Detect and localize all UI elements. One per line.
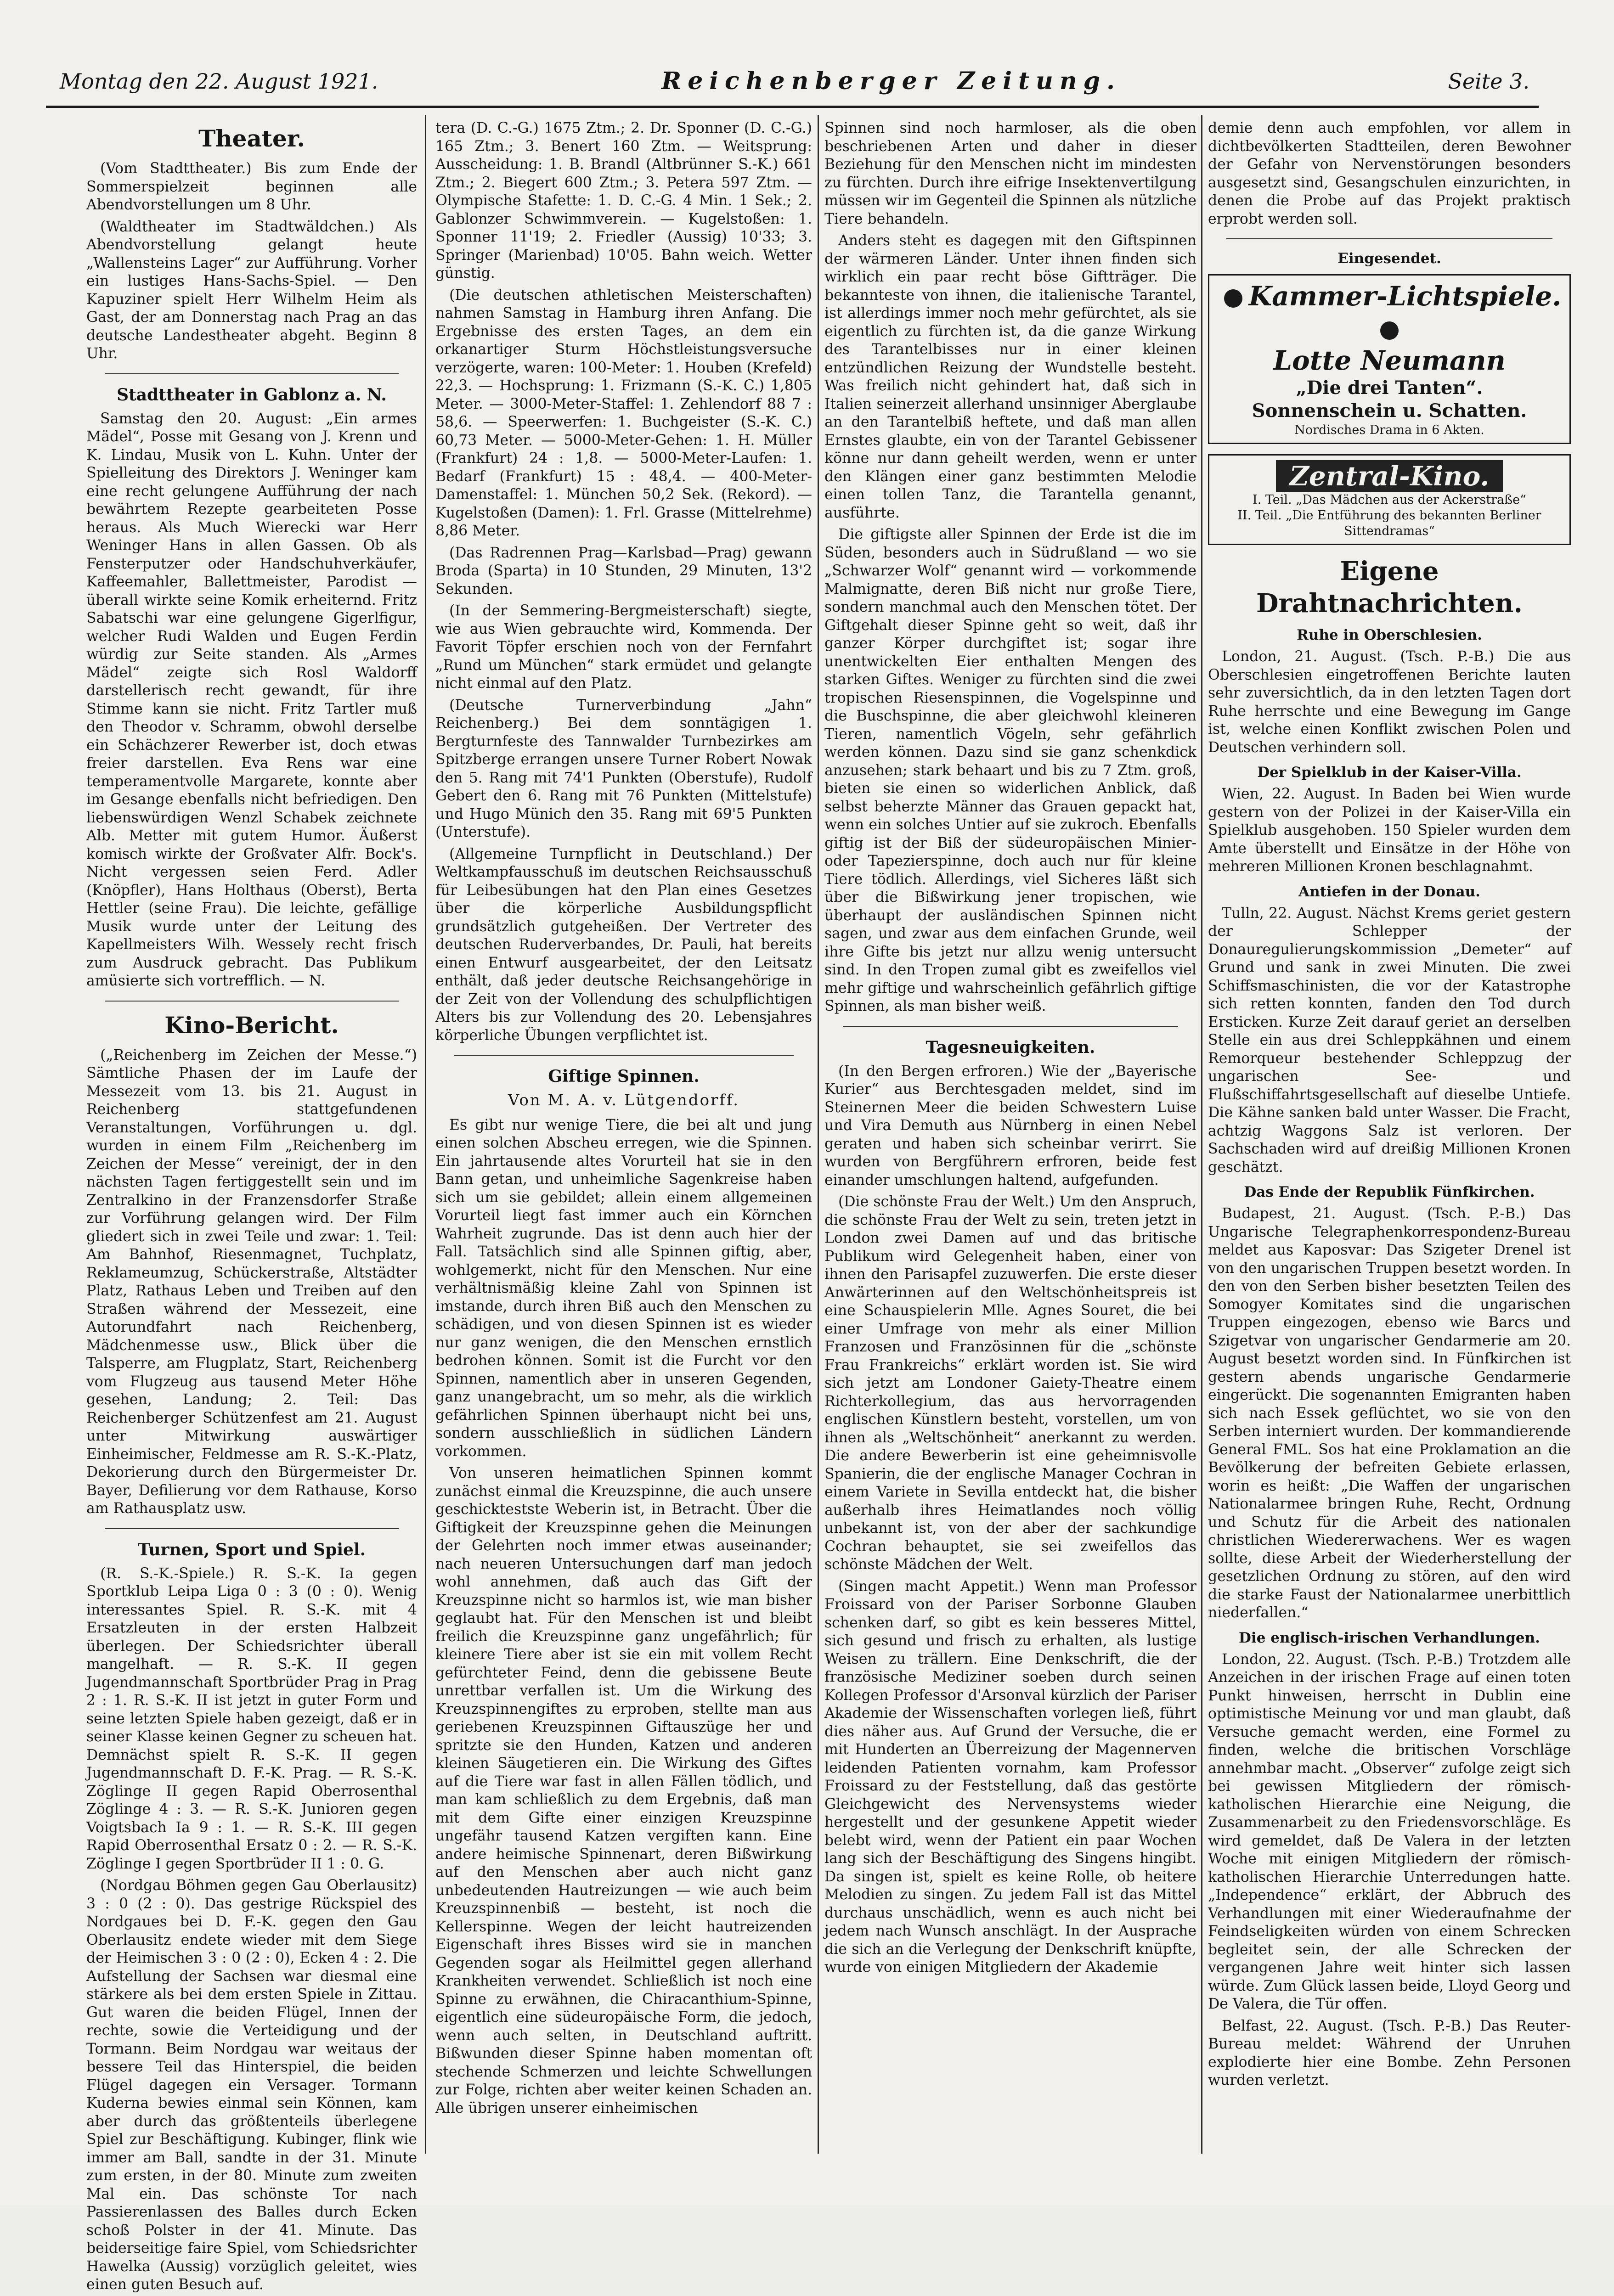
divider [843,1026,1178,1027]
page-number: Seite 3. [1448,69,1529,94]
column-1 [86,119,417,2293]
article-paragraph: tera (D. C.-G.) 1675 Ztm.; 2. Dr. Sponner (D. C.-G.) 165 Ztm.; 3. Benert 160 Ztm. — Weitsprung: Ausscheidung: 1. B. Brandl (Altbrünner S.-K.) 661 Ztm.; 2. Biegert 600 Ztm.; 3. Petera 597 Ztm. — Olympische Stafette: 1. D. C.-G. 4 Min. 1 Sek.; 2. Gablonzer Schwimmverein. — Kugelstoßen: 1. Sponner 11'19; 2. Friedler (Aussig) 10'33; 3. Springer (Marienbad) 10'05. Bahn weich. Wetter günstig. [435,120,812,281]
column-2 [435,119,812,2149]
article-paragraph: (R. S.-K.-Spiele.) R. S.-K. Ia gegen Sportklub Leipa Liga 0 : 3 (0 : 0). Wenig interessantes Spiel. R. S.-K. mit 4 Ersatzleuten in der ersten Halbzeit überlegen. Der Schiedsrichter überall mangelhaft. — R. S.-K. II gegen Jugendmannschaft Sportbrüder Prag in Prag 2 : 1. R. S.-K. II ist jetzt in guter Form und seine letzten Spiele haben gezeigt, daß er in seiner Klasse keinen Gegner zu scheuen hat. Demnächst spielt R. S.-K. II gegen Jugendmannschaft D. F.-K. Prag. — R. S.-K. Zöglinge II gegen Rapid Oberrosenthal Zöglinge 4 : 3. — R. S.-K. Junioren gegen Voigtsbach Ia 9 : 1. — R. S.-K. III gegen Rapid Oberrosenthal Ersatz 0 : 2. — R. S.-K. Zöglinge I gegen Sportbrüder II 1 : 0. G. [86,1565,417,1872]
ad-film-subtitle: Sonnenschein u. Schatten. [1252,400,1527,422]
news-headline: Antiefen in der Donau. [1298,883,1480,900]
article-paragraph: Tulln, 22. August. Nächst Krems geriet gestern der Schlepper der Donauregulierungskommission „Demeter“ auf Grund und sank in zwei Minuten. Die zwei Schiffsmaschinisten, die vor der Katastrophe sich retten konnten, fanden den Tod durch Ersticken. Kurze Zeit darauf geriet an derselben Stelle ein aus drei Schleppkähnen und einem Remorqueur bestehender Schleppzug der ungarischen See- und Flußschiffahrtsgesellschaft auf dieselbe Untiefe. Die Kähne sanken bald unter Wasser. Die Fracht, achtzig Waggons Salz ist verloren. Der Sachschaden wird auf dreißig Millionen Kronen geschätzt. [1208,905,1571,1176]
article-paragraph: Die giftigste aller Spinnen der Erde ist die im Süden, besonders auch in Südrußland — wo sie „Schwarzer Wolf“ genannt wird — vorkommende Malmignatte, deren Biß nicht nur große Tiere, sondern manchmal auch den Menschen tötet. Der Giftgehalt dieser Spinne geht so weit, daß ihr ganzer Körper durchgiftet ist; sogar ihre unentwickelten Eier enthalten Mengen des starken Giftes. Weniger zu fürchten sind die zwei tropischen Riesenspinnen, die Vogelspinne und die Buschspinne, die aber gleichwohl kleineren Tieren, namentlich Vögeln, sehr gefährlich werden können. Dazu sind sie ganz schenkdick anzusehen; stark behaart und bis zu 7 Ztm. groß, bieten sie einen so widerlichen Anblick, daß selbst beherzte Männer das Grauen gepackt hat, wenn ein solches Untier auf sie zukroch. Ebenfalls giftig ist der Biß der südeuropäischen Minier- oder Tapezierspinne, doch auch nur für kleine Tiere tödlich. Allerdings, viel Sicheres läßt sich über die Bißwirkung jener tropischen, wie überhaupt der ausländischen Spinnen nicht sagen, und zwar aus dem einfachen Grunde, weil ihre Gifte bis jetzt nur allzu wenig untersucht sind. In den Tropen zumal gibt es zweifellos viel mehr giftige und wahrscheinlich gefährlich giftige Spinnen, als man bisher weiß. [824,526,1196,1014]
news-headline: Ruhe in Oberschlesien. [1297,627,1482,643]
header-date: Montag den 22. August 1921. [60,69,378,94]
advertisement-kammer-lichtspiele [1208,274,1571,444]
article-paragraph: demie denn auch empfohlen, vor allem in dichtbevölkerten Stadtteilen, deren Bewohner der Gefahr von Nervenstörungen besonders ausgesetzt sind, Gesangschulen einzurichten, in denen die Probe auf das Projekt praktisch erprobt werden soll. [1208,120,1571,227]
article-paragraph: (Nordgau Böhmen gegen Gau Oberlausitz) 3 : 0 (2 : 0). Das gestrige Rückspiel des Nordgaues bei D. F.-K. gegen den Gau Oberlausitz endete wieder mit dem Siege der Heimischen 3 : 0 (2 : 0), Ecken 4 : 2. Die Aufstellung der Sachsen war diesmal eine stärkere als bei dem ersten Spiele in Zittau. Gut waren die beiden Flügel, Innen der rechte, sowie die Verteidigung und der Tormann. Beim Nordgau war weitaus der bessere Teil das Hinterspiel, die beiden Flügel dagegen ein Versager. Tormann Kuderna bewies einmal sein Können, kam aber durch das größtenteils überlegene Spiel zur Beschäftigung. Kubinger, flink wie immer am Ball, sandte in der 31. Minute zum ersten, in der 80. Minute zum zweiten Mal ein. Das schönste Tor nach Passierenlassen des Balles durch Ecken schoß Polster in der 41. Minute. Das beiderseitige faire Spiel, vom Schiedsrichter Hawelka (Aussig) vorzüglich geleitet, wies einen guten Besuch auf. [86,1877,417,2293]
article-paragraph: Anders steht es dagegen mit den Giftspinnen der wärmeren Länder. Unter ihnen finden sich wirklich ein paar recht böse Giftträger. Die bekannteste von ihnen, die italienische Tarantel, ist allerdings immer noch mehr gefürchtet, als sie eigentlich zu fürchten ist, da die ganze Wirkung des Tarantelbisses nur in einer kleinen entzündlichen Reizung der Wundstelle besteht. Was freilich nicht gehindert hat, daß sich in Italien seinerzeit allerhand unsinniger Aberglaube an den Tarantelbiß heftete, und daß man allen Ernstes glaubte, ein von der Tarantel Gebissener könne nur dann geheilt werden, wenn er unter den Klängen einer ganz bestimmten Melodie einen tollen Tanz, die Tarantella genannt, ausführte. [824,232,1196,521]
article-paragraph: London, 21. August. (Tsch. P.-B.) Die aus Oberschlesien eingetroffenen Berichte lauten sehr zuversichtlich, da in den letzten Tagen dort Ruhe herrschte und eine Bewegung im Gange ist, welche einen Konflikt zwischen Polen und Deutschen verhindern soll. [1208,648,1571,756]
article-paragraph: (In der Semmering-Bergmeisterschaft) siegte, wie aus Wien gebrauchte wird, Kommenda. Der Favorit Töpfer erschien noch von der Fernfahrt „Rund um München“ stark ermüdet und gelangte nicht einmal auf den Platz. [435,602,812,692]
article-paragraph: (Die schönste Frau der Welt.) Um den Anspruch, die schönste Frau der Welt zu sein, treten jetzt in London zwei Damen auf und das britische Publikum wird Gelegenheit haben, einer von ihnen den Parisapfel zuzuwerfen. Die erste dieser Anwärterinnen auf den Weltschönheitspreis ist eine Schauspielerin Mlle. Agnes Souret, die bei einer Umfrage von mehr als einer Million Franzosen und Französinnen für die „schönste Frau Frankreichs“ erklärt worden ist. Sie wird sich jetzt am Londoner Gaiety-Theatre einem Richterkollegium, das aus hervorragenden englischen Künstlern besteht, vorstellen, um von ihnen als „Weltschönheit“ anerkannt zu werden. Die andere Bewerberin ist eine geheimnisvolle Spanierin, die der englische Manager Cochran in einem Variete in Sevilla entdeckt hat, die bisher außerhalb ihres Heimatlandes noch völlig unbekannt ist, von der aber der sachkundige Cochran behauptet, sie sei zweifellos das schönste Mädchen der Welt. [824,1193,1196,1573]
news-headline: Das Ende der Republik Fünfkirchen. [1244,1184,1535,1200]
news-headline: Die englisch-irischen Verhandlungen. [1239,1629,1540,1646]
advertisement-zentral-kino [1208,454,1571,545]
column-rule [1201,115,1202,2154]
article-paragraph: (Die deutschen athletischen Meisterschaften) nahmen Samstag in Hamburg ihren Anfang. Die Ergebnisse des ersten Tages, an dem ein orkanartiger Sturm Höchstleistungsversuche verzögerte, waren: 100-Meter: 1. Houben (Krefeld) 22,3. — Hochsprung: 1. Frizmann (S.-K. C.) 1,805 Meter. — 3000-Meter-Staffel: 1. Zehlendorf 88 7 : 58,6. — Speerwerfen: 1. Buchgeister (S.-K. C.) 60,73 Meter. — 5000-Meter-Gehen: 1. H. Müller (Frankfurt) 24 : 1,8. — 5000-Meter-Laufen: 1. Bedarf (Frankfurt) 15 : 48,4. — 400-Meter-Damenstaffel: 1. München 50,2 Sek. (Rekord). — Kugelstoßen (Damen): 1. Frl. Grasse (Mittelrehme) 8,86 Meter. [435,287,812,539]
bullet-icon [1380,321,1399,340]
article-paragraph: (Vom Stadttheater.) Bis zum Ende der Sommerspielzeit beginnen alle Abendvorstellungen um 8 Uhr. [86,160,417,213]
article-paragraph: Belfast, 22. August. (Tsch. P.-B.) Das Reuter-Bureau meldet: Während der Unruhen explodierte hier eine Bombe. Zehn Personen wurden verletzt. [1208,2017,1571,2088]
divider [105,1528,399,1529]
article-paragraph: London, 22. August. (Tsch. P.-B.) Trotzdem alle Anzeichen in der irischen Frage auf einen toten Punkt hinweisen, herrscht in Dublin eine optimistische Meinung vor und man glaubt, daß Versuche gemacht werden, eine Formel zu finden, welche die britischen Vorschläge annehmbar macht. „Observer“ zufolge zeigt sich bei gewissen Mitgliedern der römisch-katholischen Hierarchie eine Neigung, die Zusammenarbeit zu den Friedensvorschläge. Es wird gemeldet, daß De Valera in der letzten Woche mit einigen Mitgliedern der römisch-katholischen Hierarchie Unterredungen hatte. „Independence“ erklärt, der Abbruch des Verhandlungen mit einer Wiederaufnahme der Feindseligkeiten würden von einem Schrecken begleitet sein, der alle Schrecken der vergangenen Jahre weit hinter sich lassen würde. Zum Glück lassen beide, Lloyd Georg und De Valera, die Tür offen. [1208,1651,1571,2012]
ad-program-line: I. Teil. „Das Mädchen aus der Ackerstraße“ [1253,493,1526,507]
column-rule [818,115,819,2154]
section-title-tagesneuigkeiten: Tagesneuigkeiten. [926,1037,1095,1057]
article-paragraph: Budapest, 21. August. (Tsch. P.-B.) Das Ungarische Telegraphenkorrespondenz-Bureau meldet aus Kaposvar: Das Szigeter Drenel ist von den ungarischen Truppen besetzt worden. In den von den Serben bisher besetzten Teilen des Somogyer Komitates sind die ungarischen Truppen eingezogen, ebenso wie Barcs und Szigetvar von ungarischer Gendarmerie am 20. August besetzt worden sind. In Fünfkirchen ist gestern abends ungarische Gendarmerie eingerückt. Die sogenannten Emigranten haben sich nach Essek geflüchtet, wo sie von den Serben interniert wurden. Der kommandierende General FML. Sos hat eine Proklamation an die Bevölkerung der befreiten Gebiete erlassen, worin es heißt: „Die Waffen der ungarischen Nationalarmee bringen Ruhe, Recht, Ordnung und Schutz für die Arbeit des nationalen christlichen Wiedererwachens. Wer es wagen sollte, diese Arbeit der Wiederherstellung der gesetzlichen Ordnung zu stören, auf den wird die starke Faust der Nationalarmee unerbittlich niederfallen.“ [1208,1205,1571,1621]
article-byline: Von M. A. v. Lütgendorff. [508,1091,740,1109]
news-headline: Der Spielklub in der Kaiser-Villa. [1257,764,1522,781]
column-4 [1208,119,1571,2149]
section-title-theater: Theater. [198,125,305,152]
ad-cinema-name: Kammer-Lichtspiele. [1248,281,1562,312]
section-title-gablonz: Stadttheater in Gablonz a. N. [117,385,387,405]
ad-film-note: Nordisches Drama in 6 Akten. [1294,423,1484,437]
page-header [46,64,1539,108]
section-title-sport: Turnen, Sport und Spiel. [137,1540,366,1559]
article-paragraph: (Deutsche Turnerverbindung „Jahn“ Reichenberg.) Bei dem sonntägigen 1. Bergturnfeste des Tannwalder Turnbezirkes am Spitzberge errangen unsere Turner Robert Nowak den 5. Rang mit 74'1 Punkten (Oberstufe), Rudolf Gebert den 6. Rang mit 76 Punkten (Mittelstufe) und Hugo Münich den 35. Rang mit 69'5 Punkten (Unterstufe). [435,697,812,840]
section-title-eingesendet: Eingesendet. [1337,250,1441,267]
ad-program-line: II. Teil. „Die Entführung des bekannten Berliner Sittendramas“ [1237,508,1541,538]
article-paragraph: („Reichenberg im Zeichen der Messe.“) Sämtliche Phasen der im Laufe der Messezeit vom 13. bis 21. August in Reichenberg stattgefundenen Veranstaltungen, Vorführungen u. dgl. wurden in einem Film „Reichenberg im Zeichen der Messe“ vereinigt, der in den nächsten Tagen fertiggestellt sein und im Zentralkino in der Franzensdorfer Straße zur Vorführung gelangen wird. Der Film gliedert sich in zwei Teile und zwar: 1. Teil: Am Bahnhof, Riesenmagnet, Tuchplatz, Reklameumzug, Schückerstraße, Altstädter Platz, Rathaus Leben und Treiben auf den Straßen während der Messezeit, eine Autorundfahrt nach Reichenberg, Mädchenmesse usw., Blick über die Talsperre, am Flugplatz, Start, Reichenberg vom Flugzeug aus tausend Meter Höhe gesehen, Landung; 2. Teil: Das Reichenberger Schützenfest am 21. August unter Mitwirkung auswärtiger Einheimischer, Feldmesse am R. S.-K.-Platz, Dekorierung durch den Bürgermeister Dr. Bayer, Defilierung vor dem Rathause, Korso am Rathausplatz usw. [86,1047,417,1517]
ad-star-name: Lotte Neumann [1273,345,1506,376]
divider [1226,238,1552,239]
article-title-spinnen: Giftige Spinnen. [548,1067,700,1086]
article-paragraph: Wien, 22. August. In Baden bei Wien wurde gestern von der Polizei in der Kaiser-Villa ein Spielklub ausgehoben. 150 Spieler wurden dem Amte überstellt und Einsätze in der Höhe von mehreren Millionen Kronen beschlagnahmt. [1208,786,1571,875]
article-paragraph: (Waldtheater im Stadtwäldchen.) Als Abendvorstellung gelangt heute „Wallensteins Lager“ zur Aufführung. Vorher ein lustiges Hans-Sachs-Spiel. — Den Kapuziner spielt Herr Wilhelm Heim als Gast, der am Donnerstag nach Prag an das deutsche Landestheater abgeht. Beginn 8 Uhr. [86,218,417,362]
column-3 [824,119,1196,2149]
divider [454,1055,794,1056]
article-paragraph: Es gibt nur wenige Tiere, die bei alt und jung einen solchen Abscheu erregen, wie die Spinnen. Ein jahrtausende altes Vorurteil hat sie in den Bann getan, und unheimliche Sagenkreise haben sich um sie gebildet; allein einem allgemeinen Vorurteil liegt fast immer auch ein Körnchen Wahrheit zugrunde. Das ist denn auch hier der Fall. Tatsächlich sind alle Spinnen giftig, aber, wohlgemerkt, nicht für den Menschen. Nur eine verhältnismäßig kleine Zahl von Spinnen ist imstande, durch ihren Biß auch den Menschen zu schädigen, und von diesen Spinnen ist es wieder nur ganz wenigen, die den Menschen ernstlich bedrohen können. Somit ist die Furcht vor den Spinnen, namentlich aber in unseren Gegenden, ganz unangebracht, um so mehr, als die wirklich gefährlichen Spinnen überhaupt nicht bei uns, sondern ausschließlich in südlichen Ländern vorkommen. [435,1116,812,1460]
ad-film-title: „Die drei Tanten“. [1296,377,1483,399]
newspaper-title: Reichenberger Zeitung. [661,67,1122,95]
article-paragraph: (Singen macht Appetit.) Wenn man Professor Froissard von der Pariser Sorbonne Glauben schenken darf, so gibt es kein besseres Mittel, sich gesund und frisch zu erhalten, als lustige Weisen zu trällern. Eine Denkschrift, die der französische Mediziner soeben durch seinen Kollegen Professor d'Arsonval kürzlich der Pariser Akademie der Wissenschaften vorlegen ließ, führt dies näher aus. Auf Grund der Versuche, die er mit Hunderten an Überreizung der Magennerven leidenden Patienten vornahm, kam Professor Froissard zu der Feststellung, daß das gestörte Gleichgewicht des Nervensystems wieder hergestellt und der gesunkene Appetit wieder belebt wird, wenn der Patient ein paar Wochen lang sich der Beschäftigung des Singens hingibt. Da singen ist, spielt es keine Rolle, ob heitere Melodien zu singen. Zu jedem Fall ist das Mittel durchaus unschädlich, wenn es auch nicht bei jedem nach Wunsch anschlägt. In der Ausprache die sich an die Verlegung der Denkschrift knüpfte, wurde von einigen Mitgliedern der Akademie [824,1578,1196,1975]
article-paragraph: Spinnen sind noch harmloser, als die oben beschriebenen Arten und daher in dieser Beziehung für den Menschen nicht im mindesten zu fürchten. Durch ihre eifrige Insektenvertilgung müssen wir im Gegenteil die Spinnen als nützliche Tiere behandeln. [824,120,1196,227]
article-paragraph: (Allgemeine Turnpflicht in Deutschland.) Der Weltkampfausschuß im deutschen Reichsausschuß für Leibesübungen hat den Plan eines Gesetzes über die körperliche Ausbildungspflicht grundsätzlich gutgeheißen. Der Vertreter des deutschen Ruderverbandes, Dr. Pauli, hat bereits einen Entwurf ausgearbeitet, der den Leitsatz enthält, daß jeder deutsche Reichsangehörige in der Zeit von der Vollendung des schulpflichtigen Alters bis zur Vollendung des 20. Lebensjahres körperliche Übungen verpflichtet ist. [435,845,812,1044]
section-title-drahtnachrichten: Eigene Drahtnachrichten. [1256,556,1523,619]
article-paragraph: (In den Bergen erfroren.) Wie der „Bayerische Kurier“ aus Berchtesgaden meldet, sind im Steinernen Meer die beiden Schwestern Luise und Vira Demuth aus Nürnberg in einen Nebel geraten und haben sich scheinbar verirrt. Sie wurden von Bergführern erfroren, beide fest einander umschlungen haltend, aufgefunden. [824,1063,1196,1188]
divider [105,1001,399,1002]
section-title-kino: Kino-Bericht. [164,1011,339,1039]
article-paragraph: (Das Radrennen Prag—Karlsbad—Prag) gewann Broda (Sparta) in 10 Stunden, 29 Minuten, 13'2 Sekunden. [435,544,812,597]
article-paragraph: Samstag den 20. August: „Ein armes Mädel“, Posse mit Gesang von J. Krenn und K. Lindau, Musik von L. Kuhn. Unter der Spielleitung des Direktors J. Weninger kam eine recht gelungene Aufführung der nach bewährtem Rezepte gearbeiteten Posse heraus. Als Much Wierecki war Herr Weninger Hans in allen Gassen. Ob als Fensterputzer oder Handschuhverkäufer, Kaffeemahler, Ballettmeister, Parodist — überall wirkte seine Komik erheiternd. Fritz Sabatschi war eine gelungene Gigerlfigur, welcher Rudi Walden und Eugen Ferdin würdig zur Seite standen. Als „Armes Mädel“ zeigte sich Rosl Waldorff darstellerisch recht gewandt, für ihre Stimme kann sie nicht. Fritz Tartler muß den Theodor v. Schramm, obwohl derselbe ein Schächzerer Rewerber ist, doch etwas freier darstellen. Eva Rens war eine temperamentvolle Margarete, konnte aber im Gesange ebenfalls nicht befriedigen. Den liebenswürdigen Wenzl Schabek zeichnete Alb. Metter mit gutem Humor. Äußerst komisch wirkte der Großvater Alfr. Bock's. Nicht vergessen seien Ferd. Adler (Knöpfler), Hans Holthaus (Oberst), Berta Hettler (seine Frau). Die leichte, gefällige Musik wurde unter der Leitung des Kapellmeisters Wilh. Wessely recht frisch zum Ausdruck gebracht. Das Publikum amüsierte sich vortrefflich. — N. [86,410,417,989]
bullet-icon [1224,289,1242,308]
article-paragraph: Von unseren heimatlichen Spinnen kommt zunächst einmal die Kreuzspinne, die auch unsere geschicktestste Weberin ist, in Betracht. Über die Giftigkeit der Kreuzspinne gehen die Meinungen der Gelehrten noch immer etwas auseinander; nach neueren Untersuchungen darf man jedoch wohl annehmen, daß auch das Gift der Kreuzspinne nicht so harmlos ist, wie man bisher geglaubt hat. Für den Menschen ist und bleibt freilich die Kreuzspinne ganz ungefährlich; für kleinere Tiere aber ist sie ein mit vollem Recht gefürchteter Feind, denn die gebissene Beute unrettbar verfallen ist. Um die Wirkung des Kreuzspinnengiftes zu erproben, stellte man aus geriebenen Kreuzspinnen Giftauszüge her und spritzte sie den Hunden, Katzen und anderen kleinen Säugetieren ein. Die Wirkung des Giftes auf die Tiere war fast in allen Fällen tödlich, und man kam schließlich zu dem Ergebnis, daß man mit dem Gifte einer einzigen Kreuzspinne ungefähr tausend Katzen vergiften kann. Eine andere heimische Spinnenart, deren Bißwirkung auf den Menschen aber auch nicht ganz unbedeutenden Hautreizungen — wie auch beim Kreuzspinnenbiß — besteht, ist noch die Kellerspinne. Wegen der leicht hautreizenden Eigenschaft ihres Bisses wird sie in manchen Gegenden sogar als Heilmittel gegen allerhand Krankheiten verwendet. Schließlich ist noch eine Spinne zu erwähnen, die Chiracanthium-Spinne, eigentlich eine südeuropäische Form, die jedoch, wenn auch selten, in Deutschland auftritt. Bißwunden dieser Spinne haben momentan oft stechende Schmerzen und leichte Schwellungen zur Folge, richten aber weiter keinen Schaden an. Alle übrigen unserer einheimischen [435,1465,812,2116]
column-rule [425,115,426,2154]
divider [105,373,399,374]
ad-cinema-name: Zentral-Kino. [1276,460,1503,492]
